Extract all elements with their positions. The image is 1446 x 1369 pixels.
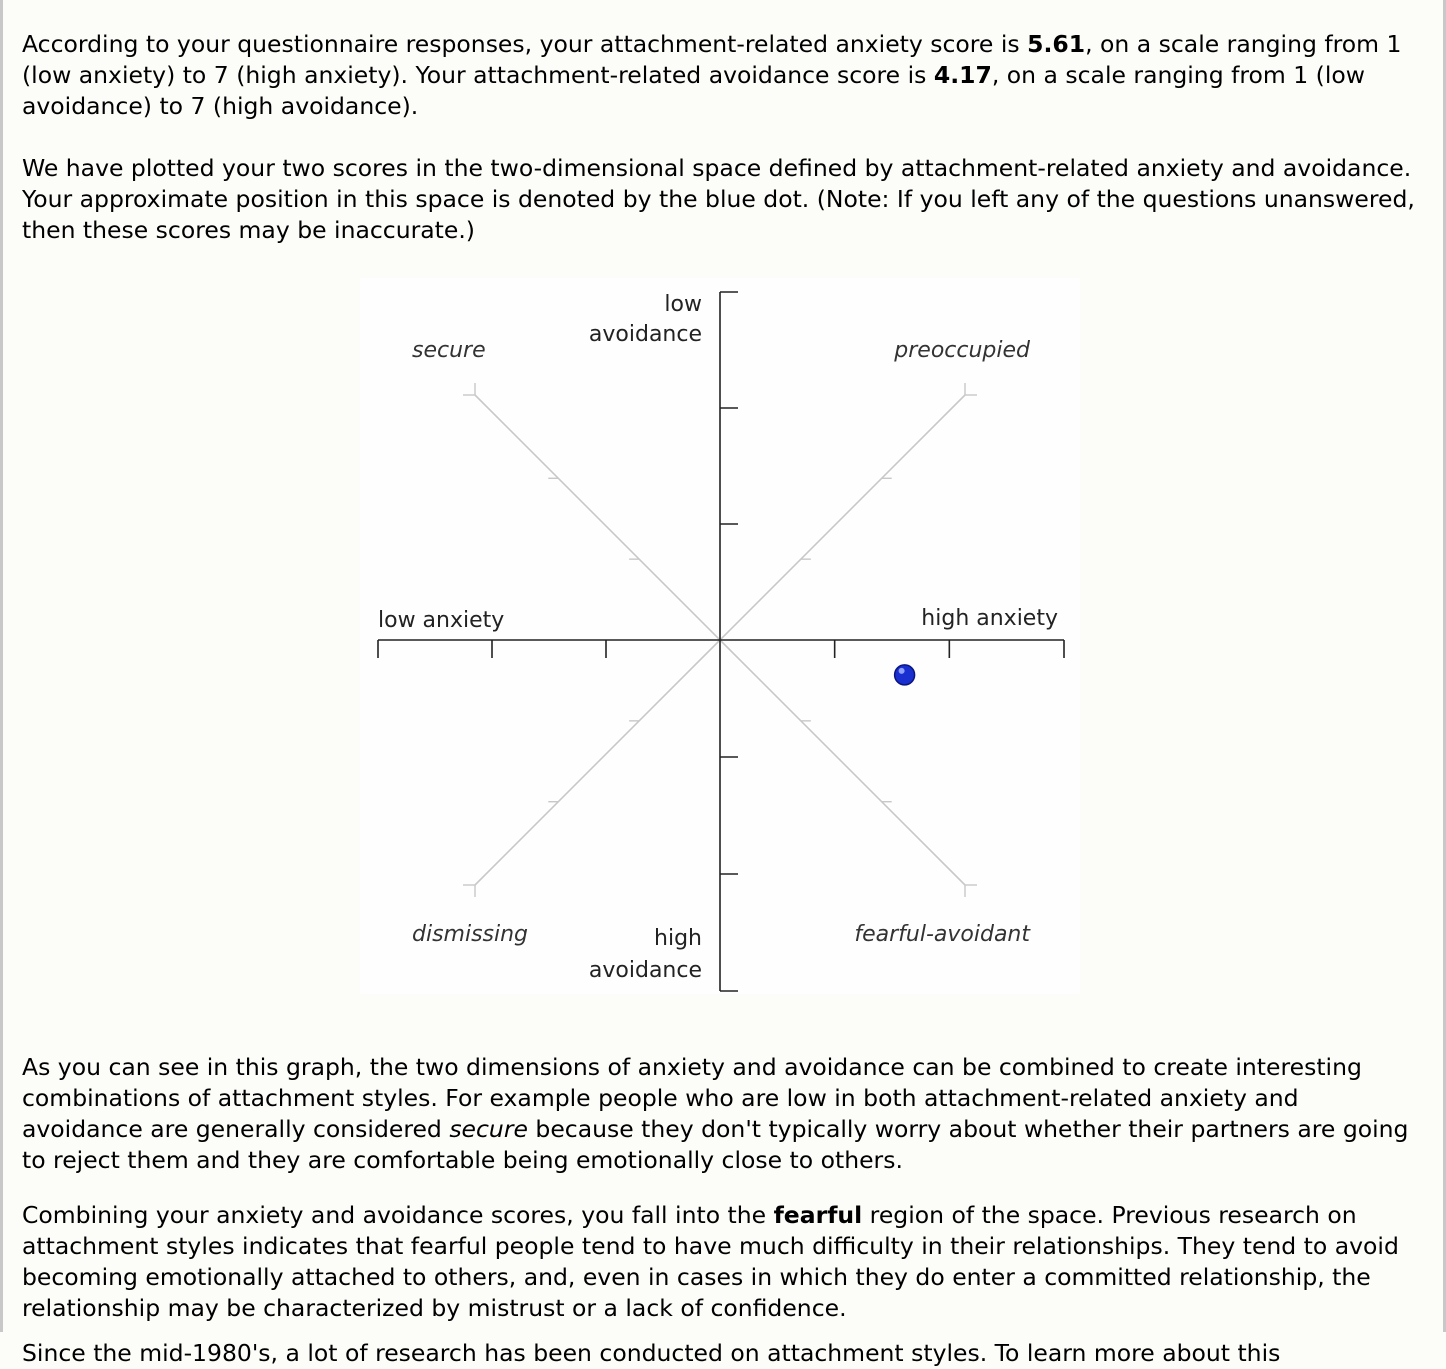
- diagonal-secure: [475, 395, 720, 640]
- intro-text: [22, 29, 1422, 246]
- scores-text-c: , on a scale ranging from 1 (low avoidance) to 7 (high avoidance).: [22, 61, 1365, 120]
- user-score-dot-highlight-1: [899, 668, 905, 674]
- scores-text-a: According to your questionnaire responses, your attachment-related anxiety score is: [22, 30, 1028, 58]
- y-label-high-line1: high: [654, 926, 702, 951]
- quadrant-preoccupied: preoccupied: [894, 338, 1030, 363]
- combinations-text-a: As you can see in this graph, the two dimensions of anxiety and avoidance can be combined to create interesting combinations of attachment styles. For example people who are low in both attachment-related anxiety and avoidance are generally considered: [22, 1052, 1362, 1143]
- attachment-chart: [360, 278, 1080, 994]
- diagonal-dismissing: [475, 640, 720, 885]
- secure-emphasis: secure: [449, 1114, 528, 1143]
- result-text-b: region of the space. Previous research on attachment styles indicates that fearful people tend to have much difficulty in their relationships. They tend to avoid becoming emotionally attached to others, and, even in cases in which they do enter a committed relationship, the relationship may be characterized by mistrust or a lack of confidence.: [22, 1200, 1399, 1322]
- y-label-high-line2: avoidance: [588, 958, 702, 983]
- avoidance-score: 4.17: [933, 61, 992, 89]
- frame-left-border: [0, 0, 3, 1332]
- result-text-a: Combining your anxiety and avoidance scores, you fall into the: [22, 1200, 774, 1229]
- result-paragraph: [22, 1200, 1422, 1324]
- user-score-dot-1: [895, 665, 915, 685]
- x-label-low: low anxiety: [378, 608, 505, 633]
- diagonal-fearful: [720, 640, 965, 885]
- scores-text-b: , on a scale ranging from 1 (low anxiety) to 7 (high anxiety). Your attachment-related avoidance score is: [22, 30, 1402, 89]
- result-style: fearful: [773, 1200, 863, 1229]
- scores-paragraph: [22, 29, 1422, 122]
- y-label-low-line1: low: [664, 292, 702, 317]
- attachment-chart-svg: [360, 278, 1080, 994]
- quadrant-fearful-avoidant: fearful-avoidant: [854, 922, 1030, 947]
- research-paragraph: Since the mid-1980's, a lot of research has been conducted on attachment styles. To learn more about this: [22, 1338, 1281, 1367]
- combinations-paragraph: [22, 1052, 1422, 1176]
- x-label-high: high anxiety: [921, 606, 1058, 631]
- anxiety-score: 5.61: [1027, 30, 1086, 58]
- quadrant-secure: secure: [412, 338, 486, 363]
- diagonal-preoccupied: [720, 395, 965, 640]
- data-points: [895, 665, 915, 685]
- plot-explanation-paragraph: We have plotted your two scores in the two-dimensional space defined by attachment-related anxiety and avoidance. Your approximate position in this space is denoted by the blue dot. (Note: If you left any of the questions unanswered, then these scores may be inaccurate.): [22, 154, 1415, 244]
- quadrant-dismissing: dismissing: [412, 922, 529, 947]
- y-label-low-line2: avoidance: [588, 322, 702, 347]
- combinations-text-b: because they don't typically worry about whether their partners are going to reject them and they are comfortable being emotionally close to others.: [22, 1114, 1409, 1174]
